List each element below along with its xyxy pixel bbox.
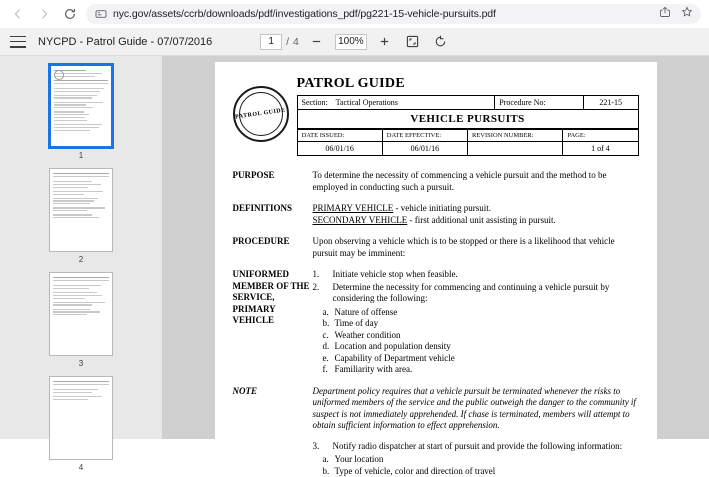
step-item xyxy=(313,269,639,281)
item-text: Type of vehicle, color and direction of travel xyxy=(335,466,496,477)
nypd-seal-icon xyxy=(233,86,289,142)
step-number: 1. xyxy=(313,269,333,281)
item-text: Capability of Department vehicle xyxy=(335,353,455,365)
procedure-value: 221-15 xyxy=(599,98,622,107)
step-number: 2. xyxy=(313,282,333,305)
item-letter: b. xyxy=(313,466,335,477)
back-icon[interactable] xyxy=(8,4,28,24)
item-letter: c. xyxy=(313,330,335,342)
hamburger-menu-icon[interactable] xyxy=(10,36,26,48)
total-pages: 4 xyxy=(293,36,299,48)
item-text: Nature of offense xyxy=(335,307,398,319)
thumbnail-image xyxy=(49,376,113,460)
pdf-viewer xyxy=(0,56,709,439)
item-text: Your location xyxy=(335,454,384,466)
zoom-in-button[interactable] xyxy=(377,34,393,50)
page-number-input[interactable] xyxy=(260,34,282,50)
pdf-viewer-toolbar xyxy=(0,28,709,56)
date-effective-value: 06/01/16 xyxy=(382,142,467,156)
thumbnail-page-1[interactable] xyxy=(49,64,113,162)
reload-icon[interactable] xyxy=(60,4,80,24)
list-item xyxy=(313,318,639,330)
document-title: NYCPD - Patrol Guide - 07/07/2016 xyxy=(38,36,212,48)
list-item xyxy=(313,364,639,376)
date-issued-label: DATE ISSUED: xyxy=(297,130,382,142)
section-note xyxy=(233,386,639,477)
uniformed-member-label: UNIFORMED MEMBER OF THE SERVICE, PRIMARY VEHICLE xyxy=(233,269,313,376)
revision-number-label: REVISION NUMBER: xyxy=(468,130,563,142)
section-procedure xyxy=(233,236,639,259)
item-text: Time of day xyxy=(335,318,379,330)
bookmark-star-icon[interactable] xyxy=(681,5,693,23)
purpose-text: To determine the necessity of commencing a vehicle pursuit and the method to be employed in conducting such a pursuit. xyxy=(313,170,639,193)
step3-item-list xyxy=(313,454,639,477)
section-purpose xyxy=(233,170,639,193)
section-label: Section: xyxy=(302,98,328,107)
procedure-section-label: PROCEDURE xyxy=(233,236,313,259)
purpose-label: PURPOSE xyxy=(233,170,313,193)
thumbnail-label: 2 xyxy=(79,254,83,266)
consideration-list xyxy=(313,307,639,376)
list-item xyxy=(313,353,639,365)
item-text: Familiarity with area. xyxy=(335,364,413,376)
step-item xyxy=(313,282,639,305)
step-text: Notify radio dispatcher at start of pursuit and provide the following information: xyxy=(333,441,623,453)
step-number: 3. xyxy=(313,441,333,453)
pdf-page-1 xyxy=(215,62,657,439)
uniformed-member-body xyxy=(313,269,639,376)
item-text: Location and population density xyxy=(335,341,451,353)
procedure-text: Upon observing a vehicle which is to be stopped or there is a likelihood that vehicle pursuit may be imminent: xyxy=(313,236,639,259)
thumbnail-image xyxy=(49,168,113,252)
page-scroll-area[interactable] xyxy=(162,56,709,439)
page-value: 1 of 4 xyxy=(563,142,638,156)
procedure-label: Procedure No: xyxy=(499,98,545,107)
thumbnail-image xyxy=(49,64,113,148)
page-separator: / xyxy=(286,36,289,48)
zoom-level-value[interactable]: 100% xyxy=(335,34,367,50)
section-definitions xyxy=(233,203,639,226)
site-settings-icon[interactable] xyxy=(94,9,107,20)
thumbnail-label: 1 xyxy=(79,150,83,162)
note-label: NOTE xyxy=(233,386,313,477)
thumbnail-page-4[interactable] xyxy=(49,376,113,474)
item-letter: a. xyxy=(313,454,335,466)
item-letter: a. xyxy=(313,307,335,319)
definition-secondary-vehicle xyxy=(313,215,639,227)
list-item xyxy=(313,307,639,319)
primary-vehicle-term: PRIMARY VEHICLE xyxy=(313,203,394,213)
item-letter: e. xyxy=(313,353,335,365)
section-uniformed-member xyxy=(233,269,639,376)
item-letter: b. xyxy=(313,318,335,330)
forward-icon[interactable] xyxy=(34,4,54,24)
thumbnail-panel[interactable] xyxy=(0,56,162,439)
thumbnail-label: 4 xyxy=(79,462,83,474)
step-text: Initiate vehicle stop when feasible. xyxy=(333,269,458,281)
revision-number-value xyxy=(468,142,563,156)
definitions-label: DEFINITIONS xyxy=(233,203,313,226)
item-text: Weather condition xyxy=(335,330,401,342)
definitions-body xyxy=(313,203,639,226)
step-text: Determine the necessity for commencing and continuing a vehicle pursuit by considering the following: xyxy=(333,282,639,305)
zoom-out-button[interactable] xyxy=(309,34,325,50)
list-item xyxy=(313,330,639,342)
document-dates-table xyxy=(297,129,639,156)
document-body xyxy=(233,170,639,477)
document-header-table xyxy=(297,95,639,129)
step-item xyxy=(313,441,639,453)
seal-text: PATROL GUIDE xyxy=(235,107,286,121)
primary-vehicle-text: - vehicle initiating pursuit. xyxy=(393,203,491,213)
browser-toolbar xyxy=(0,0,709,28)
thumbnail-page-2[interactable] xyxy=(49,168,113,266)
section-value: Tactical Operations xyxy=(336,98,398,107)
page-title: PATROL GUIDE xyxy=(297,76,639,92)
secondary-vehicle-term: SECONDARY VEHICLE xyxy=(313,215,408,225)
list-item xyxy=(313,341,639,353)
date-effective-label: DATE EFFECTIVE: xyxy=(382,130,467,142)
definition-primary-vehicle xyxy=(313,203,639,215)
address-bar[interactable] xyxy=(86,4,701,24)
page-label: PAGE: xyxy=(563,130,638,142)
rotate-icon[interactable] xyxy=(433,34,449,50)
thumbnail-image xyxy=(49,272,113,356)
fit-to-page-icon[interactable] xyxy=(405,34,421,50)
share-icon[interactable] xyxy=(659,5,671,23)
thumbnail-page-3[interactable] xyxy=(49,272,113,370)
note-text: Department policy requires that a vehicle pursuit be terminated whenever the risks to uniformed members of the service and the public outweigh the danger to the community if suspect is not immediately apprehended. If chase is terminated, members will attempt to obtain sufficient information to effect apprehension. xyxy=(313,386,639,432)
secondary-vehicle-text: - first additional unit assisting in pursuit. xyxy=(407,215,556,225)
item-letter: f. xyxy=(313,364,335,376)
list-item xyxy=(313,454,639,466)
thumbnail-label: 3 xyxy=(79,358,83,370)
list-item xyxy=(313,466,639,477)
item-letter: d. xyxy=(313,341,335,353)
date-issued-value: 06/01/16 xyxy=(297,142,382,156)
note-body xyxy=(313,386,639,477)
url-text: nyc.gov/assets/ccrb/downloads/pdf/investigations_pdf/pg221-15-vehicle-pursuits.pdf xyxy=(113,8,496,20)
document-subject: VEHICLE PURSUITS xyxy=(297,110,638,129)
page-navigation xyxy=(260,34,299,50)
